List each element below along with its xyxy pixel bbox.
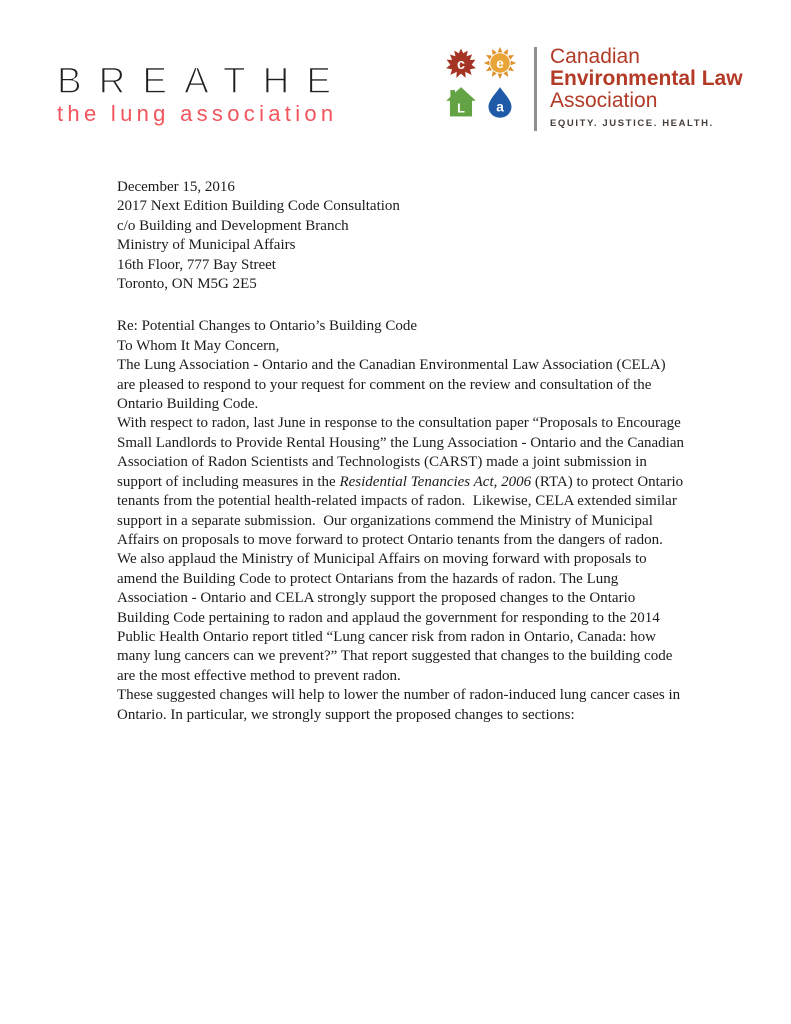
paragraph-text: The Lung Association - Ontario and the Canadian Environmental Law Association (CELA) are pleased to respond to your request for comment on the review and consultation of the Ontario Building Code. — [117, 357, 670, 413]
breathe-tagline: the lung association — [57, 101, 338, 126]
cela-icon-grid — [444, 46, 517, 119]
breathe-wordmark: BREATHE — [57, 60, 349, 101]
sun-icon — [483, 46, 517, 80]
letter-paragraphs — [117, 356, 687, 725]
logo-divider — [534, 47, 537, 131]
address-line: 16th Floor, 777 Bay Street — [117, 256, 276, 273]
paragraph-text: We also applaud the Ministry of Municipal Affairs on moving forward with proposals to amend the Building Code to protect Ontarians from the hazards of radon. The Lung Association - Ontario and CELA strongly support the proposed changes to the Ontario Building Code pertaining to radon and applaud the government for responding to the 2014 Public Health Ontario report titled “Lung cancer risk from radon in Ontario, Canada: how many lung cancers can we prevent?” That report suggested that changes to the building code are the most effective method to prevent radon. — [117, 551, 677, 684]
cela-name-block — [550, 46, 743, 129]
cela-letter-c: c — [456, 56, 466, 73]
address-line: Toronto, ON M5G 2E5 — [117, 276, 257, 293]
cela-name-line3: Association — [550, 89, 658, 112]
paragraph-text: With respect to radon, last June in response to the consultation paper “Proposals to Encourage Small Landlords to Provide Rental Housing” the Lung Association - Ontario and the Canadian Association of Radon Scientists and Technologists (CARST) made a joint submission in support of including measures in the — [117, 415, 687, 490]
letter-paragraph — [117, 550, 684, 686]
address-line: Ministry of Municipal Affairs — [117, 237, 296, 254]
letter-paragraph — [117, 356, 684, 414]
cela-letter-l: L — [457, 100, 465, 116]
address-line: c/o Building and Development Branch — [117, 217, 349, 234]
paragraph-text-italic: Residential Tenancies Act, 2006 — [339, 473, 532, 490]
breathe-logo — [57, 60, 349, 126]
recipient-address — [117, 197, 684, 294]
maple-leaf-icon — [444, 46, 478, 80]
cela-tagline: EQUITY. JUSTICE. HEALTH. — [550, 118, 714, 129]
letter-body — [117, 178, 687, 725]
cela-name-line2: Environmental Law — [550, 67, 743, 90]
salutation: To Whom It May Concern, — [117, 337, 280, 354]
letter-paragraph — [117, 686, 684, 725]
cela-name-line1: Canadian — [550, 45, 640, 68]
cela-letter-a: a — [496, 99, 504, 115]
subject-line: Re: Potential Changes to Ontario’s Building Code — [117, 318, 417, 335]
cela-logo — [444, 46, 743, 131]
letter-paragraph — [117, 414, 687, 550]
paragraph-text: (RTA) to protect Ontario tenants from the potential health-related impacts of radon. Likewise, CELA extended similar support in a separate submission. Our organizations commend the Ministry of Municipal Affairs on proposals to move forward to protect Ontario tenants from the dangers of radon. — [117, 473, 687, 548]
water-drop-icon — [483, 85, 517, 119]
letter-date: December 15, 2016 — [117, 179, 235, 195]
paragraph-text: These suggested changes will help to lower the number of radon-induced lung cancer cases in Ontario. In particular, we strongly support the proposed changes to sections: — [117, 687, 684, 723]
house-icon — [444, 85, 478, 119]
address-line: 2017 Next Edition Building Code Consultation — [117, 198, 400, 215]
cela-letter-e: e — [496, 56, 504, 72]
